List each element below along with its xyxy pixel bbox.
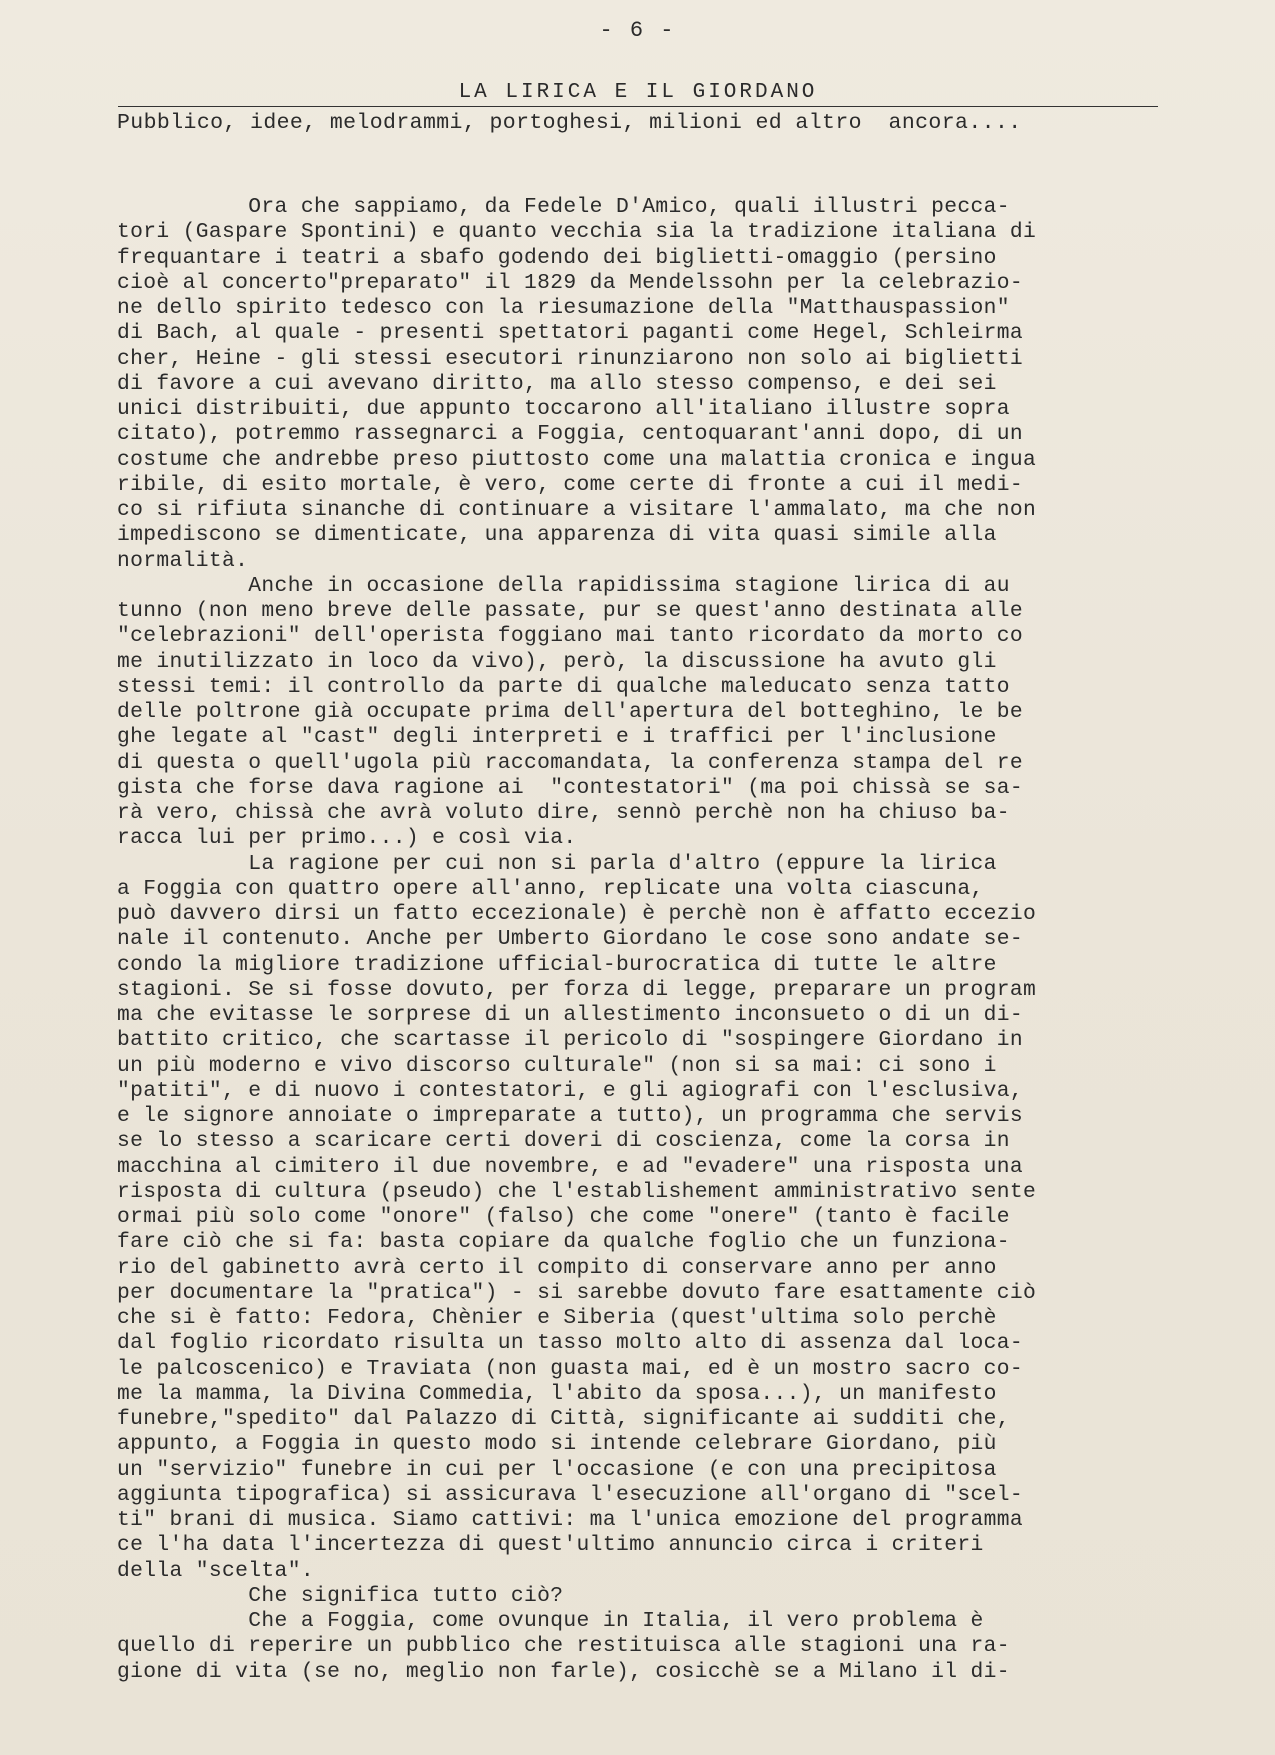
text-line: un più moderno e vivo discorso culturale" (non si sa mai: ci sono i [117,1053,997,1078]
text-line: risposta di cultura (pseudo) che l'establishement amministrativo sente [117,1179,1037,1204]
text-line: "celebrazioni" dell'operista foggiano mai tanto ricordato da morto co [117,624,1023,649]
text-line: frequantare i teatri a sbafo godendo dei biglietti-omaggio (persino [117,245,997,270]
text-line: ma che evitasse le sorprese di un allestimento inconsueto o di un di- [117,1003,1023,1027]
text-line: ghe legate al "cast" degli interpreti e i traffici per l'inclusione [117,725,997,750]
text-line: tori (Gaspare Spontini) e quanto vecchia sia la tradizione italiana di [117,220,1037,245]
text-line: può davvero dirsi un fatto eccezionale) è perchè non è affatto eccezio [117,902,1037,926]
text-line: me la mamma, la Divina Commedia, l'abito da sposa...), un manifesto [117,1381,997,1406]
text-line: ce l'ha data l'incertezza di quest'ultimo annuncio circa i criteri [117,1533,984,1558]
text-line: gione di vita (se no, meglio non farle), cosicchè se a Milano il di- [117,1659,1010,1684]
text-line: funebre,"spedito" dal Palazzo di Città, significante ai sudditi che, [117,1407,1010,1431]
text-line: nale il contenuto. Anche per Umberto Giordano le cose sono andate se- [117,927,1023,952]
text-line: che si è fatto: Fedora, Chènier e Siberia (quest'ultima solo perchè [117,1306,997,1330]
text-line: cioè al concerto"preparato" il 1829 da Mendelssohn per la celebrazio- [117,270,1023,295]
text-line: un "servizio" funebre in cui per l'occasione (e con una precipitosa [117,1457,997,1482]
text-line: battito critico, che scartasse il pericolo di "sospingere Giordano in [117,1028,1023,1053]
text-line: quello di reperire un pubblico che restituisca alle stagioni una ra- [117,1634,1010,1659]
text-line: delle poltrone già occupate prima dell'apertura del botteghino, le be [117,700,1023,724]
text-line: stagioni. Se si fosse dovuto, per forza di legge, preparare un program [117,977,1037,1002]
text-line: "patiti", e di nuovo i contestatori, e gli agiografi con l'esclusiva, [117,1078,1023,1103]
text-line: cher, Heine - gli stessi esecutori rinunziarono non solo ai biglietti [117,346,1023,371]
text-line: citato), potremmo rassegnarci a Foggia, centoquarant'anni dopo, di un [117,422,1023,447]
text-line: normalità. [117,548,249,573]
text-line: La ragione per cui non si parla d'altro (eppure la lirica [117,851,997,876]
text-line: Che a Foggia, come ovunque in Italia, il vero problema è [117,1609,984,1633]
text-line: appunto, a Foggia in questo modo si intende celebrare Giordano, più [117,1432,997,1457]
text-line: Che significa tutto ciò? [117,1583,564,1608]
text-line: le palcoscenico) e Traviata (non guasta mai, ed è un mostro sacro co- [117,1356,1023,1381]
text-line: Ora che sappiamo, da Fedele D'Amico, quali illustri pecca- [117,195,1010,219]
text-line: ribile, di esito mortale, è vero, come certe di fronte a cui il medi- [117,472,1023,497]
article-title: LA LIRICA E IL GIORDANO [118,80,1158,107]
text-line: tunno (non meno breve delle passate, pur se quest'anno destinata alle [117,599,1023,623]
article-body [117,195,1207,1685]
text-line: di Bach, al quale - presenti spettatori paganti come Hegel, Schleirma [117,321,1023,346]
text-line: rio del gabinetto avrà certo il compito di conservare anno per anno [117,1255,997,1280]
text-line: dal foglio ricordato risulta un tasso molto alto di assenza dal loca- [117,1331,1023,1356]
text-line: gista che forse dava ragione ai "contestatori" (ma poi chissà se sa- [117,775,1023,800]
text-line: fare ciò che si fa: basta copiare da qualche foglio che un funziona- [117,1230,1010,1255]
text-line: unici distribuiti, due appunto toccarono all'italiano illustre sopra [117,397,1010,421]
text-line: di favore a cui avevano diritto, ma allo stesso compenso, e dei sei [117,371,997,396]
text-line: racca lui per primo...) e così via. [117,826,577,851]
text-line: me inutilizzato in loco da vivo), però, la discussione ha avuto gli [117,649,997,674]
text-line: di questa o quell'ugola più raccomandata, la conferenza stampa del re [117,750,1023,775]
text-line: co si rifiuta sinanche di continuare a visitare l'ammalato, ma che non [117,498,1037,522]
text-line: per documentare la "pratica") - si sarebbe dovuto fare esattamente ciò [117,1280,1037,1305]
text-line: impediscono se dimenticate, una apparenza di vita quasi simile alla [117,523,997,548]
text-line: Anche in occasione della rapidissima stagione lirica di au [117,573,1010,598]
text-line: e le signore annoiate o impreparate a tutto), un programma che servis [117,1104,1023,1128]
text-line: macchina al cimitero il due novembre, e ad "evadere" una risposta una [117,1154,1023,1179]
text-line: ormai più solo come "onore" (falso) che come "onere" (tanto è facile [117,1205,1010,1229]
text-line: ne dello spirito tedesco con la riesumazione della "Matthauspassion" [117,296,1010,320]
text-line: costume che andrebbe preso piuttosto come una malattia cronica e ingua [117,447,1037,472]
text-line: se lo stesso a scaricare certi doveri di coscienza, come la corsa in [117,1129,1010,1154]
text-line: a Foggia con quattro opere all'anno, replicate una volta ciascuna, [117,876,984,901]
article-subtitle: Pubblico, idee, melodrammi, portoghesi, milioni ed altro ancora.... [117,111,1022,135]
text-line: aggiunta tipografica) si assicurava l'esecuzione all'organo di "scel- [117,1482,1023,1507]
text-line: stessi temi: il controllo da parte di qualche maleducato senza tatto [117,674,1010,699]
text-line: condo la migliore tradizione ufficial-burocratica di tutte le altre [117,952,997,977]
text-line: ti" brani di musica. Siamo cattivi: ma l'unica emozione del programma [117,1508,1023,1532]
text-line: della "scelta". [117,1558,314,1583]
text-line: rà vero, chissà che avrà voluto dire, sennò perchè non ha chiuso ba- [117,801,1010,825]
page-number: - 6 - [599,18,676,43]
